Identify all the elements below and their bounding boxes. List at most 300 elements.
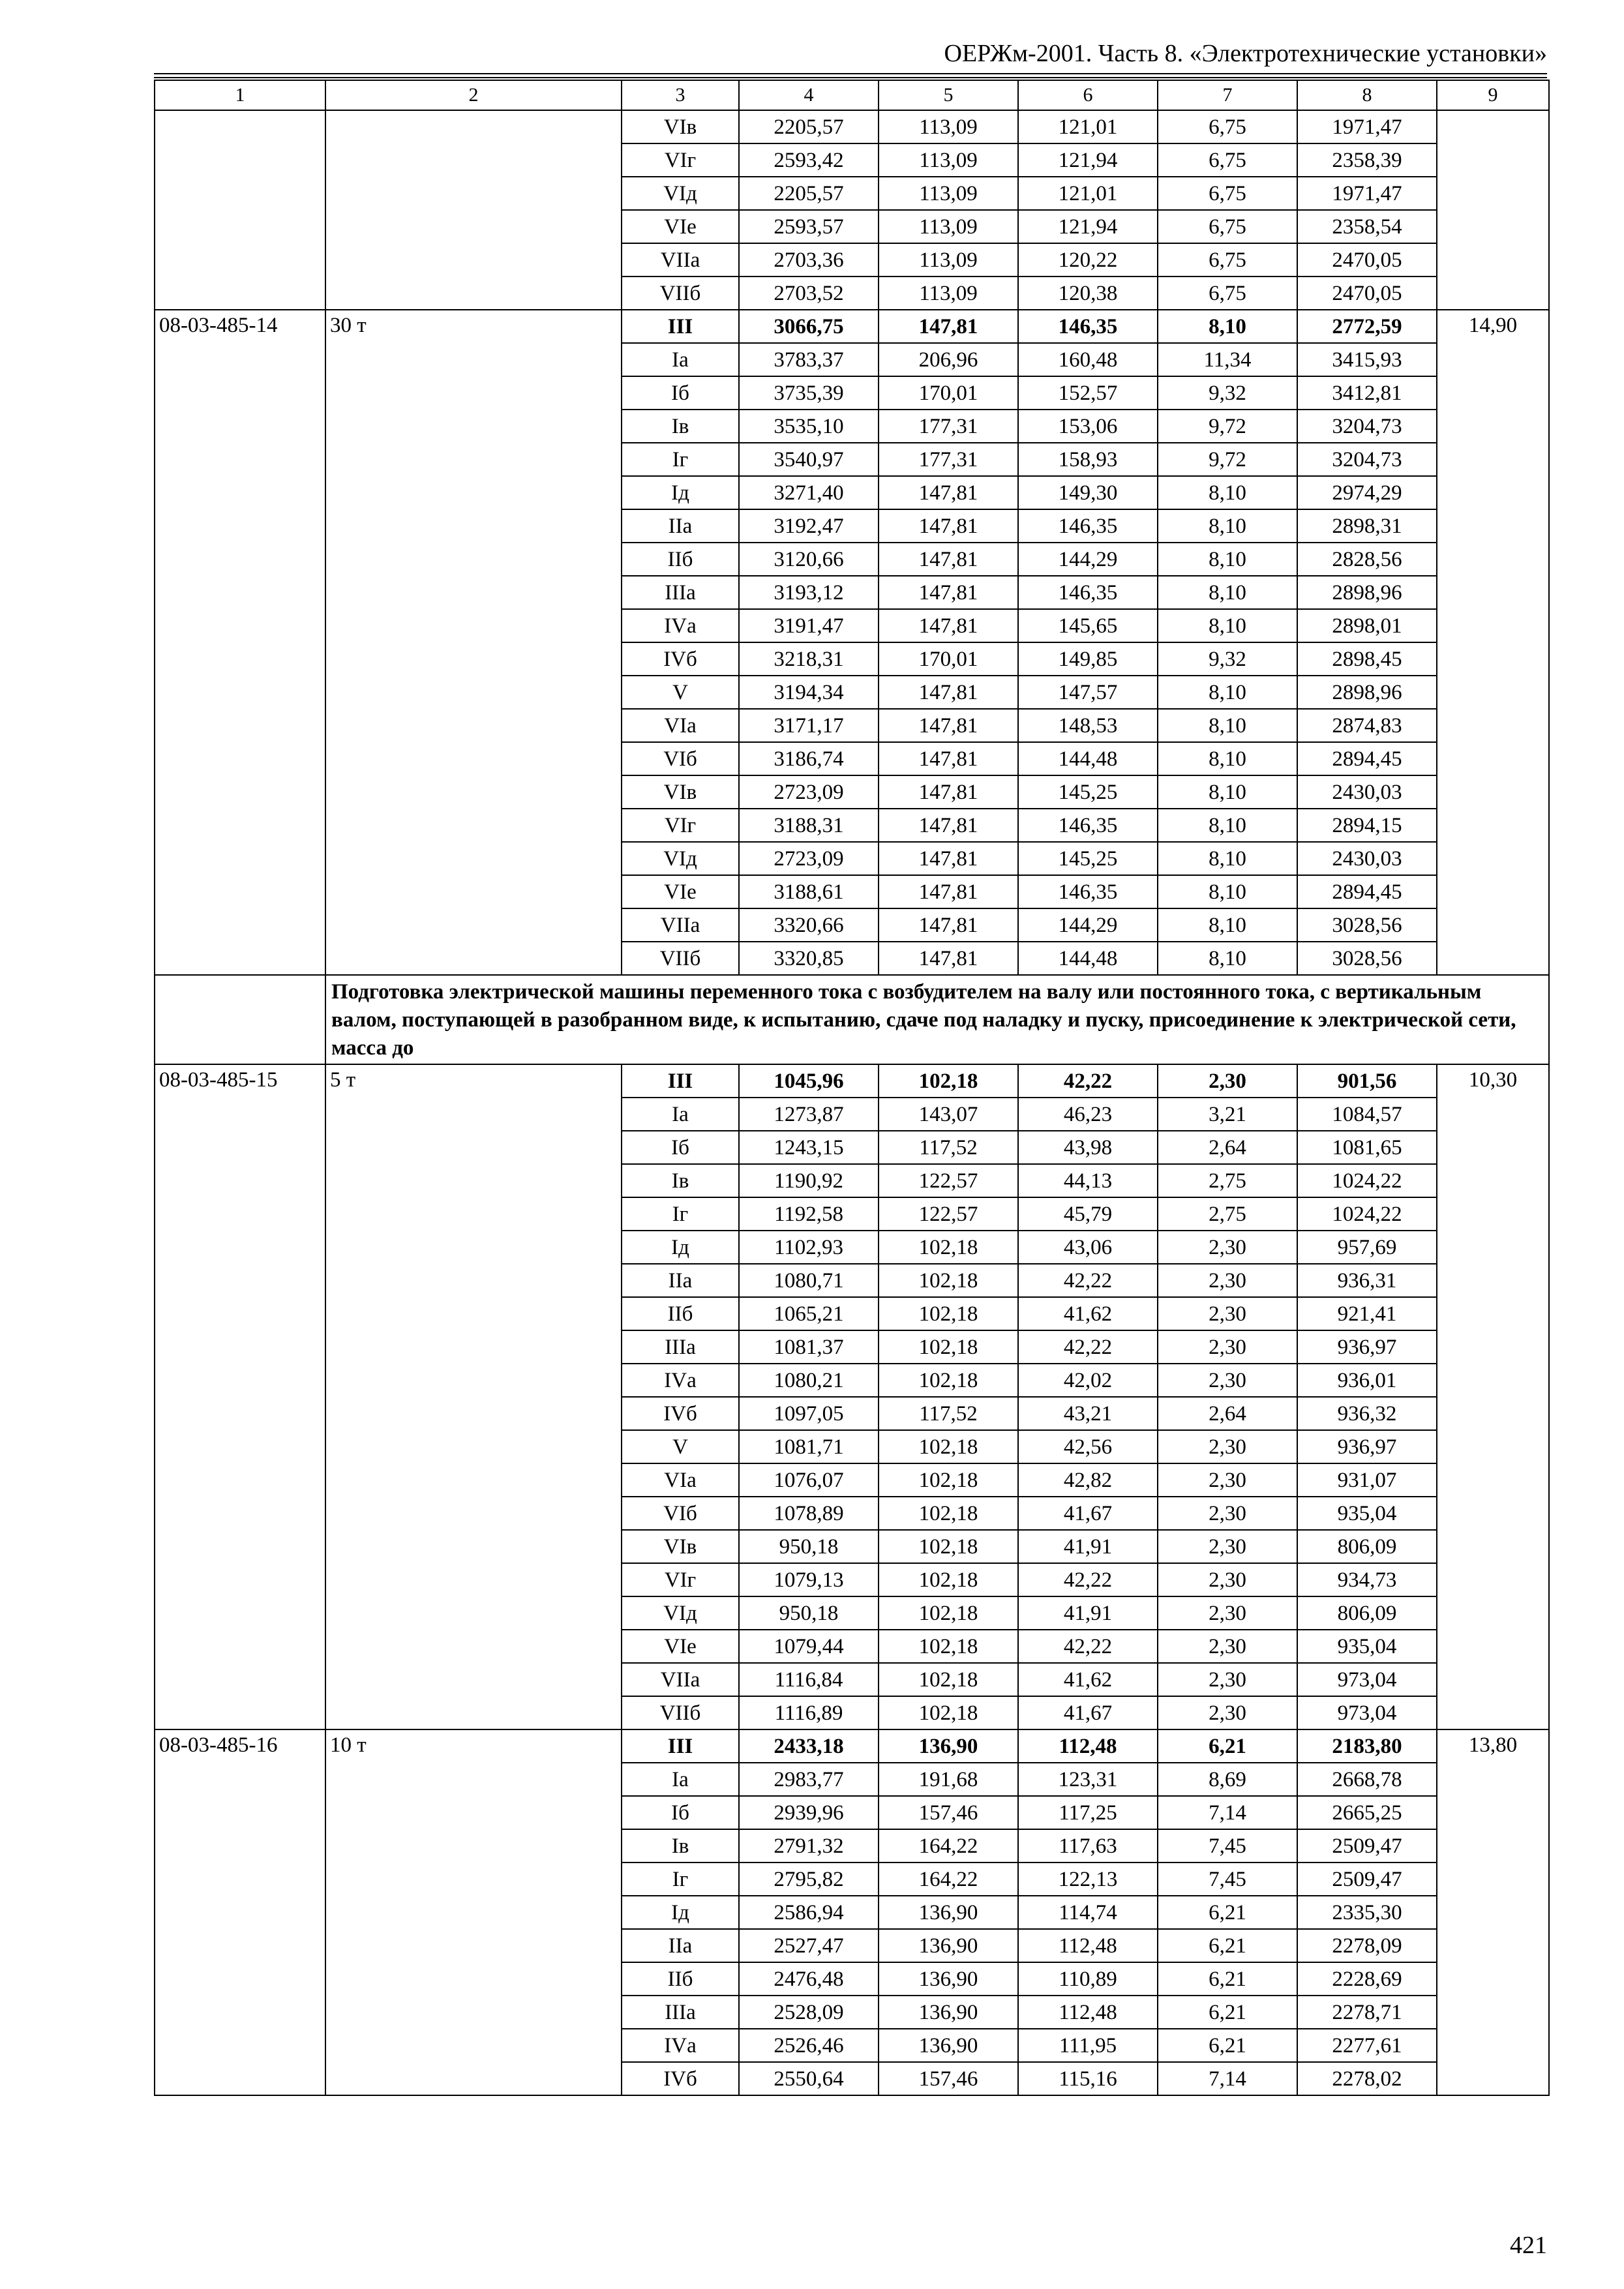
- cost-value: 102,18: [879, 1563, 1018, 1596]
- cost-value: 112,48: [1018, 1929, 1158, 1962]
- cost-value: 3188,61: [739, 875, 879, 908]
- cost-value: 936,97: [1297, 1330, 1437, 1364]
- cost-value: 147,81: [879, 509, 1018, 543]
- zone-label: VIд: [622, 177, 739, 210]
- cost-value: 1081,71: [739, 1430, 879, 1463]
- cost-value: 102,18: [879, 1330, 1018, 1364]
- cost-value: 3204,73: [1297, 410, 1437, 443]
- cost-value: 806,09: [1297, 1596, 1437, 1630]
- rate-code: 08-03-485-14: [155, 310, 325, 975]
- cost-value: 1065,21: [739, 1297, 879, 1330]
- cost-value: 147,81: [879, 609, 1018, 642]
- cost-value: 7,45: [1158, 1863, 1297, 1896]
- cost-value: 1971,47: [1297, 177, 1437, 210]
- cost-value: 3188,31: [739, 809, 879, 842]
- cost-value: 7,45: [1158, 1829, 1297, 1863]
- cost-value: 120,22: [1018, 243, 1158, 277]
- cost-value: 1079,13: [739, 1563, 879, 1596]
- cost-value: 3535,10: [739, 410, 879, 443]
- cost-value: 6,75: [1158, 143, 1297, 177]
- cost-value: 8,10: [1158, 875, 1297, 908]
- cost-value: 2723,09: [739, 842, 879, 875]
- cost-value: 147,81: [879, 809, 1018, 842]
- rate-code: 08-03-485-15: [155, 1064, 325, 1729]
- cost-value: 144,48: [1018, 742, 1158, 775]
- cost-value: 147,81: [879, 476, 1018, 509]
- cost-value: 3028,56: [1297, 908, 1437, 942]
- cost-value: 102,18: [879, 1264, 1018, 1297]
- table-row: [155, 1064, 1549, 1098]
- cost-value: 950,18: [739, 1530, 879, 1563]
- rate-name: 5 т: [325, 1064, 622, 1729]
- zone-label: IIа: [622, 1264, 739, 1297]
- cost-value: 41,62: [1018, 1663, 1158, 1696]
- zone-label: VIг: [622, 809, 739, 842]
- cost-value: 145,25: [1018, 842, 1158, 875]
- cost-value: 3186,74: [739, 742, 879, 775]
- cost-value: 2828,56: [1297, 543, 1437, 576]
- cost-value: 2898,45: [1297, 642, 1437, 676]
- cost-value: 42,22: [1018, 1330, 1158, 1364]
- cost-value: 113,09: [879, 110, 1018, 143]
- cost-value: 6,75: [1158, 110, 1297, 143]
- column-number: 7: [1158, 80, 1297, 110]
- cost-value: 110,89: [1018, 1962, 1158, 1996]
- column-number: 5: [879, 80, 1018, 110]
- cost-value: 2550,64: [739, 2062, 879, 2095]
- cost-value: 46,23: [1018, 1098, 1158, 1131]
- cost-value: 2,64: [1158, 1131, 1297, 1164]
- cost-value: 2,75: [1158, 1197, 1297, 1231]
- cost-value: 3193,12: [739, 576, 879, 609]
- cost-value: 102,18: [879, 1596, 1018, 1630]
- cost-value: 2795,82: [739, 1863, 879, 1896]
- cost-value: 2939,96: [739, 1796, 879, 1829]
- cost-value: 3415,93: [1297, 343, 1437, 376]
- cost-value: 3191,47: [739, 609, 879, 642]
- cost-value: 2665,25: [1297, 1796, 1437, 1829]
- zone-label: Iв: [622, 410, 739, 443]
- zone-label: Iб: [622, 1131, 739, 1164]
- cost-value: 42,22: [1018, 1264, 1158, 1297]
- cost-value: 6,21: [1158, 1996, 1297, 2029]
- cost-value: 936,01: [1297, 1364, 1437, 1397]
- cost-value: 973,04: [1297, 1696, 1437, 1729]
- cost-value: 152,57: [1018, 376, 1158, 410]
- zone-label: IIIа: [622, 576, 739, 609]
- cost-value: 41,91: [1018, 1596, 1158, 1630]
- cost-value: 934,73: [1297, 1563, 1437, 1596]
- cost-value: 121,94: [1018, 143, 1158, 177]
- cost-value: 158,93: [1018, 443, 1158, 476]
- cost-value: 136,90: [879, 1896, 1018, 1929]
- zone-label: VIIб: [622, 277, 739, 310]
- zone-label: Iв: [622, 1829, 739, 1863]
- cost-value: 102,18: [879, 1463, 1018, 1497]
- section-caption: Подготовка электрической машины переменного тока с возбудителем на валу или постоянного тока, с вертикальным валом, поступающей в разобранном виде, к испытанию, сдаче под наладку и пуску, присоединение к электрической сети, масса до: [325, 975, 1549, 1064]
- cost-value: 2335,30: [1297, 1896, 1437, 1929]
- cost-value: 146,35: [1018, 509, 1158, 543]
- cost-value: 2593,42: [739, 143, 879, 177]
- zone-label: IIIа: [622, 1996, 739, 2029]
- cost-value: 6,75: [1158, 277, 1297, 310]
- cost-value: 1076,07: [739, 1463, 879, 1497]
- zone-label: VIа: [622, 1463, 739, 1497]
- cost-value: 114,74: [1018, 1896, 1158, 1929]
- cost-value: 2,30: [1158, 1663, 1297, 1696]
- cost-value: 2228,69: [1297, 1962, 1437, 1996]
- cost-value: 2894,45: [1297, 742, 1437, 775]
- cost-value: 7,14: [1158, 1796, 1297, 1829]
- rate-code: 08-03-485-16: [155, 1729, 325, 2095]
- cost-value: 2898,31: [1297, 509, 1437, 543]
- cost-value: 8,69: [1158, 1763, 1297, 1796]
- zone-label: Iг: [622, 1863, 739, 1896]
- cost-value: 113,09: [879, 177, 1018, 210]
- cost-value: 102,18: [879, 1231, 1018, 1264]
- table-row: [155, 1729, 1549, 1763]
- cost-value: 102,18: [879, 1663, 1018, 1696]
- cost-value: 2,30: [1158, 1430, 1297, 1463]
- cost-value: 6,21: [1158, 2029, 1297, 2062]
- cost-value: 1273,87: [739, 1098, 879, 1131]
- rates-table: [154, 80, 1550, 2096]
- cost-value: 148,53: [1018, 709, 1158, 742]
- zone-label: IIIа: [622, 1330, 739, 1364]
- zone-label: VIг: [622, 143, 739, 177]
- cost-value: 147,57: [1018, 676, 1158, 709]
- cost-value: 112,48: [1018, 1729, 1158, 1763]
- cost-value: 102,18: [879, 1430, 1018, 1463]
- cost-value: 113,09: [879, 143, 1018, 177]
- cost-value: 2,30: [1158, 1463, 1297, 1497]
- cost-value: 8,10: [1158, 310, 1297, 343]
- cost-value: 145,65: [1018, 609, 1158, 642]
- cost-value: 2,30: [1158, 1064, 1297, 1098]
- cost-value: 1084,57: [1297, 1098, 1437, 1131]
- cost-value: 8,10: [1158, 842, 1297, 875]
- cost-value: 1097,05: [739, 1397, 879, 1430]
- cost-value: 2358,54: [1297, 210, 1437, 243]
- cost-value: 8,10: [1158, 809, 1297, 842]
- cost-value: 177,31: [879, 410, 1018, 443]
- cost-value: 3066,75: [739, 310, 879, 343]
- cost-value: 2,30: [1158, 1264, 1297, 1297]
- cost-value: 121,01: [1018, 177, 1158, 210]
- cost-value: 2,30: [1158, 1297, 1297, 1330]
- cost-value: 8,10: [1158, 942, 1297, 975]
- cost-value: 1971,47: [1297, 110, 1437, 143]
- cost-value: 2278,02: [1297, 2062, 1437, 2095]
- cost-value: 2,30: [1158, 1364, 1297, 1397]
- zone-label: Iд: [622, 1231, 739, 1264]
- zone-label: Iа: [622, 343, 739, 376]
- cost-value: 43,98: [1018, 1131, 1158, 1164]
- zone-label: Iа: [622, 1098, 739, 1131]
- cost-value: 1024,22: [1297, 1197, 1437, 1231]
- cost-value: 170,01: [879, 642, 1018, 676]
- cost-value: 3320,85: [739, 942, 879, 975]
- cost-value: 3783,37: [739, 343, 879, 376]
- zone-label: VIд: [622, 842, 739, 875]
- cost-value: 102,18: [879, 1530, 1018, 1563]
- cost-value: 6,75: [1158, 243, 1297, 277]
- cost-value: 6,21: [1158, 1896, 1297, 1929]
- cost-value: 136,90: [879, 1996, 1018, 2029]
- cost-value: 1080,71: [739, 1264, 879, 1297]
- cost-value: 11,34: [1158, 343, 1297, 376]
- zone-label: Iг: [622, 443, 739, 476]
- cost-value: 147,81: [879, 310, 1018, 343]
- zone-label: VIа: [622, 709, 739, 742]
- cost-value: 936,31: [1297, 1264, 1437, 1297]
- cost-value: 2183,80: [1297, 1729, 1437, 1763]
- cost-value: 2874,83: [1297, 709, 1437, 742]
- cost-value: 2528,09: [739, 1996, 879, 2029]
- cost-value: 2898,96: [1297, 676, 1437, 709]
- cost-value: 117,52: [879, 1397, 1018, 1430]
- cost-value: 157,46: [879, 1796, 1018, 1829]
- cost-value: 170,01: [879, 376, 1018, 410]
- labor-value: [1437, 110, 1549, 310]
- zone-label: Iд: [622, 1896, 739, 1929]
- cost-value: 2,30: [1158, 1596, 1297, 1630]
- cost-value: 42,82: [1018, 1463, 1158, 1497]
- cost-value: 1079,44: [739, 1630, 879, 1663]
- cost-value: 1024,22: [1297, 1164, 1437, 1197]
- cost-value: 1081,37: [739, 1330, 879, 1364]
- cost-value: 136,90: [879, 1929, 1018, 1962]
- running-header: ОЕРЖм-2001. Часть 8. «Электротехнические установки»: [944, 40, 1547, 67]
- cost-value: 6,21: [1158, 1929, 1297, 1962]
- zone-label: VIв: [622, 110, 739, 143]
- cost-value: 2586,94: [739, 1896, 879, 1929]
- cost-value: 6,21: [1158, 1962, 1297, 1996]
- page-number: 421: [1510, 2232, 1547, 2259]
- cost-value: 43,06: [1018, 1231, 1158, 1264]
- section-caption-row: [155, 975, 1549, 1064]
- cost-value: 2278,71: [1297, 1996, 1437, 2029]
- column-number: 3: [622, 80, 739, 110]
- cost-value: 6,21: [1158, 1729, 1297, 1763]
- cost-value: 2430,03: [1297, 842, 1437, 875]
- table-row: [155, 110, 1549, 143]
- cost-value: 42,22: [1018, 1630, 1158, 1663]
- cost-value: 2898,01: [1297, 609, 1437, 642]
- cost-value: 2894,45: [1297, 875, 1437, 908]
- cost-value: 2,30: [1158, 1630, 1297, 1663]
- cost-value: 147,81: [879, 543, 1018, 576]
- cost-value: 8,10: [1158, 509, 1297, 543]
- cost-value: 921,41: [1297, 1297, 1437, 1330]
- cost-value: 147,81: [879, 742, 1018, 775]
- zone-label: IVа: [622, 609, 739, 642]
- cost-value: 6,75: [1158, 210, 1297, 243]
- cost-value: 2470,05: [1297, 277, 1437, 310]
- column-number: 9: [1437, 80, 1549, 110]
- zone-label: VIе: [622, 1630, 739, 1663]
- cost-value: 102,18: [879, 1297, 1018, 1330]
- cost-value: 117,25: [1018, 1796, 1158, 1829]
- cost-value: 164,22: [879, 1829, 1018, 1863]
- cost-value: 149,85: [1018, 642, 1158, 676]
- cost-value: 147,81: [879, 676, 1018, 709]
- cost-value: 9,32: [1158, 642, 1297, 676]
- cost-value: 2,64: [1158, 1397, 1297, 1430]
- cost-value: 8,10: [1158, 742, 1297, 775]
- cost-value: 2205,57: [739, 177, 879, 210]
- cost-value: 3735,39: [739, 376, 879, 410]
- zone-label: Iг: [622, 1197, 739, 1231]
- cost-value: 113,09: [879, 243, 1018, 277]
- cost-value: 147,81: [879, 775, 1018, 809]
- cost-value: 8,10: [1158, 676, 1297, 709]
- cost-value: 2476,48: [739, 1962, 879, 1996]
- zone-label: VIг: [622, 1563, 739, 1596]
- cost-value: 2898,96: [1297, 576, 1437, 609]
- cost-value: 8,10: [1158, 576, 1297, 609]
- zone-label: IIа: [622, 1929, 739, 1962]
- zone-label: IIб: [622, 1962, 739, 1996]
- cost-value: 901,56: [1297, 1064, 1437, 1098]
- cost-value: 2509,47: [1297, 1829, 1437, 1863]
- zone-label: Iд: [622, 476, 739, 509]
- column-number: 6: [1018, 80, 1158, 110]
- zone-label: VIIа: [622, 243, 739, 277]
- cost-value: 1102,93: [739, 1231, 879, 1264]
- cost-value: 3271,40: [739, 476, 879, 509]
- header-rule: [154, 73, 1547, 78]
- cost-value: 42,56: [1018, 1430, 1158, 1463]
- cost-value: 1116,84: [739, 1663, 879, 1696]
- cost-value: 153,06: [1018, 410, 1158, 443]
- cost-value: 2,30: [1158, 1530, 1297, 1563]
- cost-value: 3320,66: [739, 908, 879, 942]
- cost-value: 2430,03: [1297, 775, 1437, 809]
- cost-value: 136,90: [879, 2029, 1018, 2062]
- cost-value: 146,35: [1018, 576, 1158, 609]
- cost-value: 2,30: [1158, 1497, 1297, 1530]
- cost-value: 931,07: [1297, 1463, 1437, 1497]
- cost-value: 3204,73: [1297, 443, 1437, 476]
- cost-value: 1081,65: [1297, 1131, 1437, 1164]
- zone-label: IVа: [622, 2029, 739, 2062]
- column-number: 8: [1297, 80, 1437, 110]
- cost-value: 121,01: [1018, 110, 1158, 143]
- cost-value: 935,04: [1297, 1497, 1437, 1530]
- cost-value: 8,10: [1158, 476, 1297, 509]
- zone-label: VIе: [622, 210, 739, 243]
- cost-value: 936,97: [1297, 1430, 1437, 1463]
- cost-value: 147,81: [879, 908, 1018, 942]
- cost-value: 2470,05: [1297, 243, 1437, 277]
- cost-value: 43,21: [1018, 1397, 1158, 1430]
- cost-value: 1080,21: [739, 1364, 879, 1397]
- column-number: 4: [739, 80, 879, 110]
- cost-value: 2983,77: [739, 1763, 879, 1796]
- cost-value: 9,72: [1158, 443, 1297, 476]
- cost-value: 42,22: [1018, 1064, 1158, 1098]
- zone-label: VIIа: [622, 1663, 739, 1696]
- cost-value: 973,04: [1297, 1663, 1437, 1696]
- cost-value: 147,81: [879, 842, 1018, 875]
- cost-value: 157,46: [879, 2062, 1018, 2095]
- cost-value: 147,81: [879, 942, 1018, 975]
- cost-value: 136,90: [879, 1729, 1018, 1763]
- labor-value: 10,30: [1437, 1064, 1549, 1729]
- cost-value: 2526,46: [739, 2029, 879, 2062]
- cost-value: 146,35: [1018, 875, 1158, 908]
- cost-value: 8,10: [1158, 543, 1297, 576]
- zone-label: Iб: [622, 376, 739, 410]
- cost-value: 935,04: [1297, 1630, 1437, 1663]
- cost-value: 3540,97: [739, 443, 879, 476]
- cost-value: 42,22: [1018, 1563, 1158, 1596]
- cost-value: 2,30: [1158, 1563, 1297, 1596]
- cost-value: 102,18: [879, 1696, 1018, 1729]
- cost-value: 41,91: [1018, 1530, 1158, 1563]
- cost-value: 102,18: [879, 1630, 1018, 1663]
- cost-value: 3194,34: [739, 676, 879, 709]
- zone-label: IIб: [622, 543, 739, 576]
- zone-label: VIб: [622, 1497, 739, 1530]
- rate-name: 10 т: [325, 1729, 622, 2095]
- cost-value: 3218,31: [739, 642, 879, 676]
- cost-value: 2,30: [1158, 1231, 1297, 1264]
- cost-value: 2772,59: [1297, 310, 1437, 343]
- cost-value: 1045,96: [739, 1064, 879, 1098]
- cost-value: 1116,89: [739, 1696, 879, 1729]
- cost-value: 1192,58: [739, 1197, 879, 1231]
- cost-value: 113,09: [879, 277, 1018, 310]
- cost-value: 2,30: [1158, 1696, 1297, 1729]
- cost-value: 8,10: [1158, 775, 1297, 809]
- cost-value: 144,29: [1018, 543, 1158, 576]
- column-number: 2: [325, 80, 622, 110]
- cost-value: 177,31: [879, 443, 1018, 476]
- cost-value: 191,68: [879, 1763, 1018, 1796]
- labor-value: 13,80: [1437, 1729, 1549, 2095]
- zone-label: Iб: [622, 1796, 739, 1829]
- cost-value: 136,90: [879, 1962, 1018, 1996]
- cost-value: 957,69: [1297, 1231, 1437, 1264]
- cost-value: 2791,32: [739, 1829, 879, 1863]
- cost-value: 936,32: [1297, 1397, 1437, 1430]
- cost-value: 6,75: [1158, 177, 1297, 210]
- cost-value: 3192,47: [739, 509, 879, 543]
- cost-value: 950,18: [739, 1596, 879, 1630]
- zone-label: VIIа: [622, 908, 739, 942]
- cost-value: 2668,78: [1297, 1763, 1437, 1796]
- cost-value: 144,48: [1018, 942, 1158, 975]
- cost-value: 2433,18: [739, 1729, 879, 1763]
- zone-label: V: [622, 1430, 739, 1463]
- cost-value: 120,38: [1018, 277, 1158, 310]
- cost-value: 41,62: [1018, 1297, 1158, 1330]
- cost-value: 147,81: [879, 875, 1018, 908]
- cost-value: 146,35: [1018, 310, 1158, 343]
- cost-value: 3,21: [1158, 1098, 1297, 1131]
- zone-label: VIе: [622, 875, 739, 908]
- caption-empty-cell: [155, 975, 325, 1064]
- rate-code: [155, 110, 325, 310]
- cost-value: 1243,15: [739, 1131, 879, 1164]
- zone-label: VIIб: [622, 1696, 739, 1729]
- zone-label: IVб: [622, 642, 739, 676]
- cost-value: 206,96: [879, 343, 1018, 376]
- cost-value: 112,48: [1018, 1996, 1158, 2029]
- cost-value: 160,48: [1018, 343, 1158, 376]
